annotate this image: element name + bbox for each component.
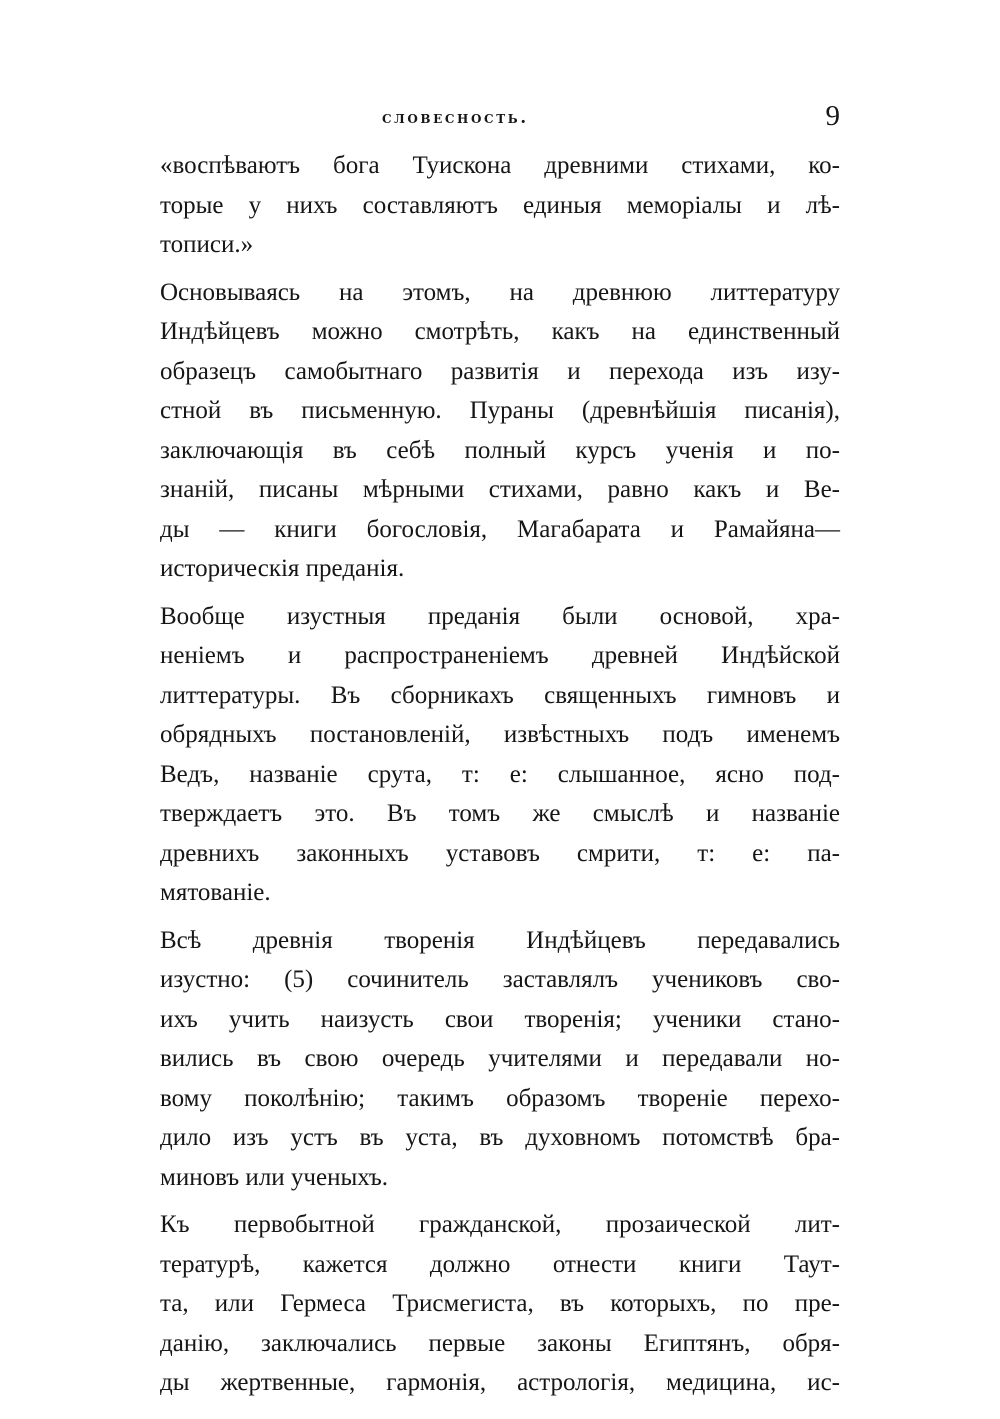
text-line: «воспѣваютъ бога Туискона древними стихами, ко- <box>160 152 840 179</box>
text-line: ды — книги богословія, Магабарата и Рамайяна— <box>160 515 840 543</box>
text-line: литтературы. Въ сборникахъ священныхъ гимновъ и <box>160 681 840 709</box>
text-line: знаній, писаны мѣрными стихами, равно какъ и Ве- <box>160 476 840 503</box>
text-line: торые у нихъ составляютъ единыя меморіалы и лѣ- <box>160 191 840 219</box>
paragraph <box>160 273 840 589</box>
paragraph <box>160 921 840 1198</box>
text-line: древнихъ законныхъ уставовъ смрити, т: е: па- <box>160 839 840 867</box>
text-line: дило изъ устъ въ уста, въ духовномъ потомствѣ бра- <box>160 1124 840 1151</box>
text-line: Основываясь на этомъ, на древнюю литтературу <box>160 278 840 306</box>
text-line: данію, заключались первые законы Египтянъ, обря- <box>160 1329 840 1357</box>
book-page <box>160 100 840 1403</box>
text-line: историческія преданія. <box>160 555 405 582</box>
running-title: словесность. <box>382 108 529 128</box>
text-line: Къ первобытной гражданской, прозаической лит- <box>160 1211 840 1238</box>
text-line: ды жертвенные, гармонія, астрологія, медицина, ис- <box>160 1369 840 1396</box>
paragraph <box>160 1205 840 1403</box>
text-line: тверждаетъ это. Въ томъ же смыслѣ и названіе <box>160 800 840 827</box>
text-line: образецъ самобытнаго развитія и перехода изъ изу- <box>160 357 840 385</box>
text-line: вому поколѣнію; такимъ образомъ твореніе перехо- <box>160 1084 840 1112</box>
text-line: та, или Гермеса Трисмегиста, въ которыхъ, по пре- <box>160 1290 840 1317</box>
text-line: заключающія въ себѣ полный курсъ ученія и по- <box>160 436 840 464</box>
text-line: обрядныхъ постановленій, извѣстныхъ подъ именемъ <box>160 721 840 748</box>
text-line: миновъ или ученыхъ. <box>160 1163 388 1191</box>
text-line: Индѣйцевъ можно смотрѣть, какъ на единственный <box>160 318 840 345</box>
text-line: стной въ письменную. Пураны (древнѣйшія писанія), <box>160 397 840 424</box>
page-header <box>160 100 840 140</box>
paragraph <box>160 146 840 265</box>
text-line: тописи.» <box>160 231 254 258</box>
text-line: Вообще изустныя преданія были основой, хра- <box>160 602 840 630</box>
text-line: тературѣ, кажется должно отнести книги Таут- <box>160 1250 840 1278</box>
text-line: вились въ свою очередь учителями и передавали но- <box>160 1045 840 1072</box>
body-text <box>160 146 840 1403</box>
paragraph <box>160 597 840 913</box>
text-line: Ведъ, названіе срута, т: е: слышанное, ясно под- <box>160 760 840 788</box>
text-line: ихъ учить наизусть свои творенія; ученики стано- <box>160 1005 840 1033</box>
text-line: Всѣ древнія творенія Индѣйцевъ передавались <box>160 926 840 954</box>
text-line: изустно: (5) сочинитель заставлялъ учениковъ сво- <box>160 966 840 993</box>
text-line: неніемъ и распространеніемъ древней Индѣйской <box>160 642 840 669</box>
page-number: 9 <box>825 100 840 132</box>
text-line: мятованіе. <box>160 879 271 906</box>
